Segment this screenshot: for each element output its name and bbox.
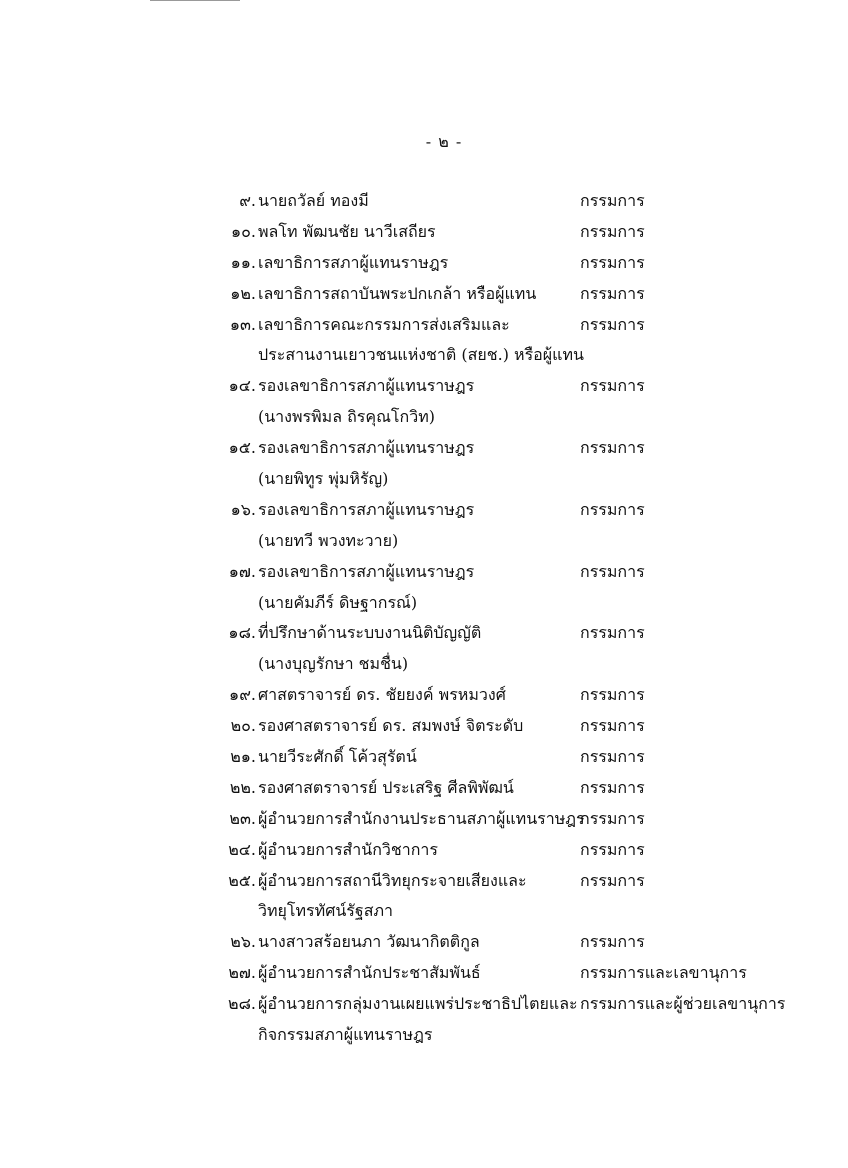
member-title: ศาสตราจารย์ ดร. ชัยยงค์ พรหมวงศ์ [258, 685, 506, 705]
committee-member-list [0, 186, 848, 1051]
member-title: เลขาธิการสถาบันพระปกเกล้า หรือผู้แทน [258, 283, 537, 303]
item-number: ๒๘. [228, 994, 256, 1014]
member-role: กรรมการ [580, 438, 645, 458]
item-number: ๑๘. [228, 623, 256, 643]
member-title: วิทยุโทรทัศน์รัฐสภา [258, 901, 393, 921]
member-role: กรรมการ [580, 777, 645, 797]
item-number: ๒๔. [228, 839, 256, 859]
member-role: กรรมการ [580, 191, 645, 210]
committee-member-row-continuation [0, 464, 848, 495]
committee-member-row [0, 217, 848, 248]
item-number: ๒๓. [229, 808, 256, 828]
member-title: เลขาธิการคณะกรรมการส่งเสริมและ [258, 314, 510, 334]
item-number: ๑๖. [230, 499, 256, 519]
item-number: ๑๙. [229, 685, 256, 705]
committee-member-row-continuation [0, 526, 848, 557]
item-number: ๙. [239, 191, 256, 210]
committee-member-row [0, 711, 848, 742]
member-title: (นายคัมภีร์ ดิษฐากรณ์) [258, 592, 418, 612]
committee-member-row [0, 279, 848, 310]
member-title: ผู้อำนวยการสำนักงานประธานสภาผู้แทนราษฎร [258, 808, 585, 828]
member-title: รองศาสตราจารย์ ดร. สมพงษ์ จิตระดับ [258, 716, 524, 736]
member-title: ผู้อำนวยการสถานีวิทยุกระจายเสียงและ [258, 870, 527, 890]
item-number: ๒๖. [230, 932, 256, 952]
committee-member-row [0, 927, 848, 958]
member-role: กรรมการ [580, 685, 645, 705]
member-role: กรรมการ [580, 221, 645, 241]
member-title: พลโท พัฒนชัย นาวีเสถียร [258, 221, 436, 241]
item-number: ๑๒. [230, 283, 256, 303]
member-title: รองเลขาธิการสภาผู้แทนราษฎร [258, 499, 475, 519]
committee-member-row [0, 866, 848, 897]
member-role: กรรมการและเลขานุการ [580, 963, 747, 983]
committee-member-row-continuation [0, 1020, 848, 1051]
committee-member-row [0, 835, 848, 866]
item-number: ๑๑. [230, 252, 256, 272]
item-number: ๑๐. [230, 221, 256, 241]
member-role: กรรมการ [580, 499, 645, 519]
member-title: (นายพิทูร พุ่มหิรัญ) [258, 469, 389, 489]
committee-member-row [0, 680, 848, 711]
member-title: ผู้อำนวยการสำนักประชาสัมพันธ์ [258, 963, 481, 983]
member-role: กรรมการ [580, 716, 645, 736]
member-role: กรรมการ [580, 314, 645, 334]
committee-member-row-continuation [0, 402, 848, 433]
member-role: กรรมการ [580, 932, 645, 952]
member-role: กรรมการ [580, 283, 645, 303]
member-role: กรรมการ [580, 561, 645, 581]
top-rule [150, 0, 240, 1]
member-role: กรรมการและผู้ช่วยเลขานุการ [580, 994, 786, 1014]
member-title: ผู้อำนวยการสำนักวิชาการ [258, 839, 438, 859]
item-number: ๑๔. [228, 376, 256, 396]
committee-member-row [0, 742, 848, 773]
committee-member-row [0, 433, 848, 464]
member-role: กรรมการ [580, 623, 645, 643]
item-number: ๒๒. [229, 777, 256, 797]
member-role: กรรมการ [580, 747, 645, 767]
member-role: กรรมการ [580, 870, 645, 890]
page-number: - ๒ - [425, 132, 463, 151]
member-role: กรรมการ [580, 839, 645, 859]
committee-member-row-continuation [0, 340, 848, 371]
item-number: ๒๑. [230, 747, 256, 767]
member-title: ผู้อำนวยการกลุ่มงานเผยแพร่ประชาธิปไตยและ [258, 994, 578, 1014]
member-title: กิจกรรมสภาผู้แทนราษฎร [258, 1025, 433, 1045]
committee-member-row [0, 248, 848, 279]
committee-member-row [0, 804, 848, 835]
committee-member-row [0, 186, 848, 217]
committee-member-row-continuation [0, 649, 848, 680]
member-title: รองเลขาธิการสภาผู้แทนราษฎร [258, 438, 475, 458]
committee-member-row [0, 618, 848, 649]
item-number: ๒๗. [228, 963, 256, 983]
member-title: เลขาธิการสภาผู้แทนราษฎร [258, 252, 449, 272]
committee-member-row [0, 310, 848, 341]
item-number: ๑๕. [228, 438, 256, 458]
committee-member-row [0, 557, 848, 588]
member-title: ที่ปรึกษาด้านระบบงานนิติบัญญัติ [258, 623, 482, 643]
item-number: ๒๕. [228, 870, 256, 890]
member-title: รองเลขาธิการสภาผู้แทนราษฎร [258, 561, 475, 581]
committee-member-row [0, 773, 848, 804]
committee-member-row [0, 989, 848, 1020]
member-title: (นางบุญรักษา ชมชื่น) [258, 654, 409, 674]
member-title: นายถวัลย์ ทองมี [258, 191, 369, 210]
member-role: กรรมการ [580, 376, 645, 396]
member-title: (นายทวี พวงทะวาย) [258, 530, 399, 550]
member-title: ประสานงานเยาวชนแห่งชาติ (สยช.) หรือผู้แทน [258, 345, 584, 365]
committee-member-row [0, 958, 848, 989]
item-number: ๒๐. [230, 716, 256, 736]
member-title: รองศาสตราจารย์ ประเสริฐ ศีลพิพัฒน์ [258, 777, 514, 797]
member-role: กรรมการ [580, 252, 645, 272]
committee-member-row-continuation [0, 588, 848, 619]
member-title: นายวีระศักดิ์ โค้วสุรัตน์ [258, 747, 417, 767]
committee-member-row [0, 495, 848, 526]
member-role: กรรมการ [580, 808, 645, 828]
member-title: รองเลขาธิการสภาผู้แทนราษฎร [258, 376, 475, 396]
member-title: นางสาวสร้อยนภา วัฒนากิตติกูล [258, 932, 480, 952]
committee-member-row-continuation [0, 896, 848, 927]
committee-member-row [0, 371, 848, 402]
item-number: ๑๗. [228, 561, 256, 581]
item-number: ๑๓. [229, 314, 256, 334]
member-title: (นางพรพิมล ถิรคุณโกวิท) [258, 407, 435, 427]
